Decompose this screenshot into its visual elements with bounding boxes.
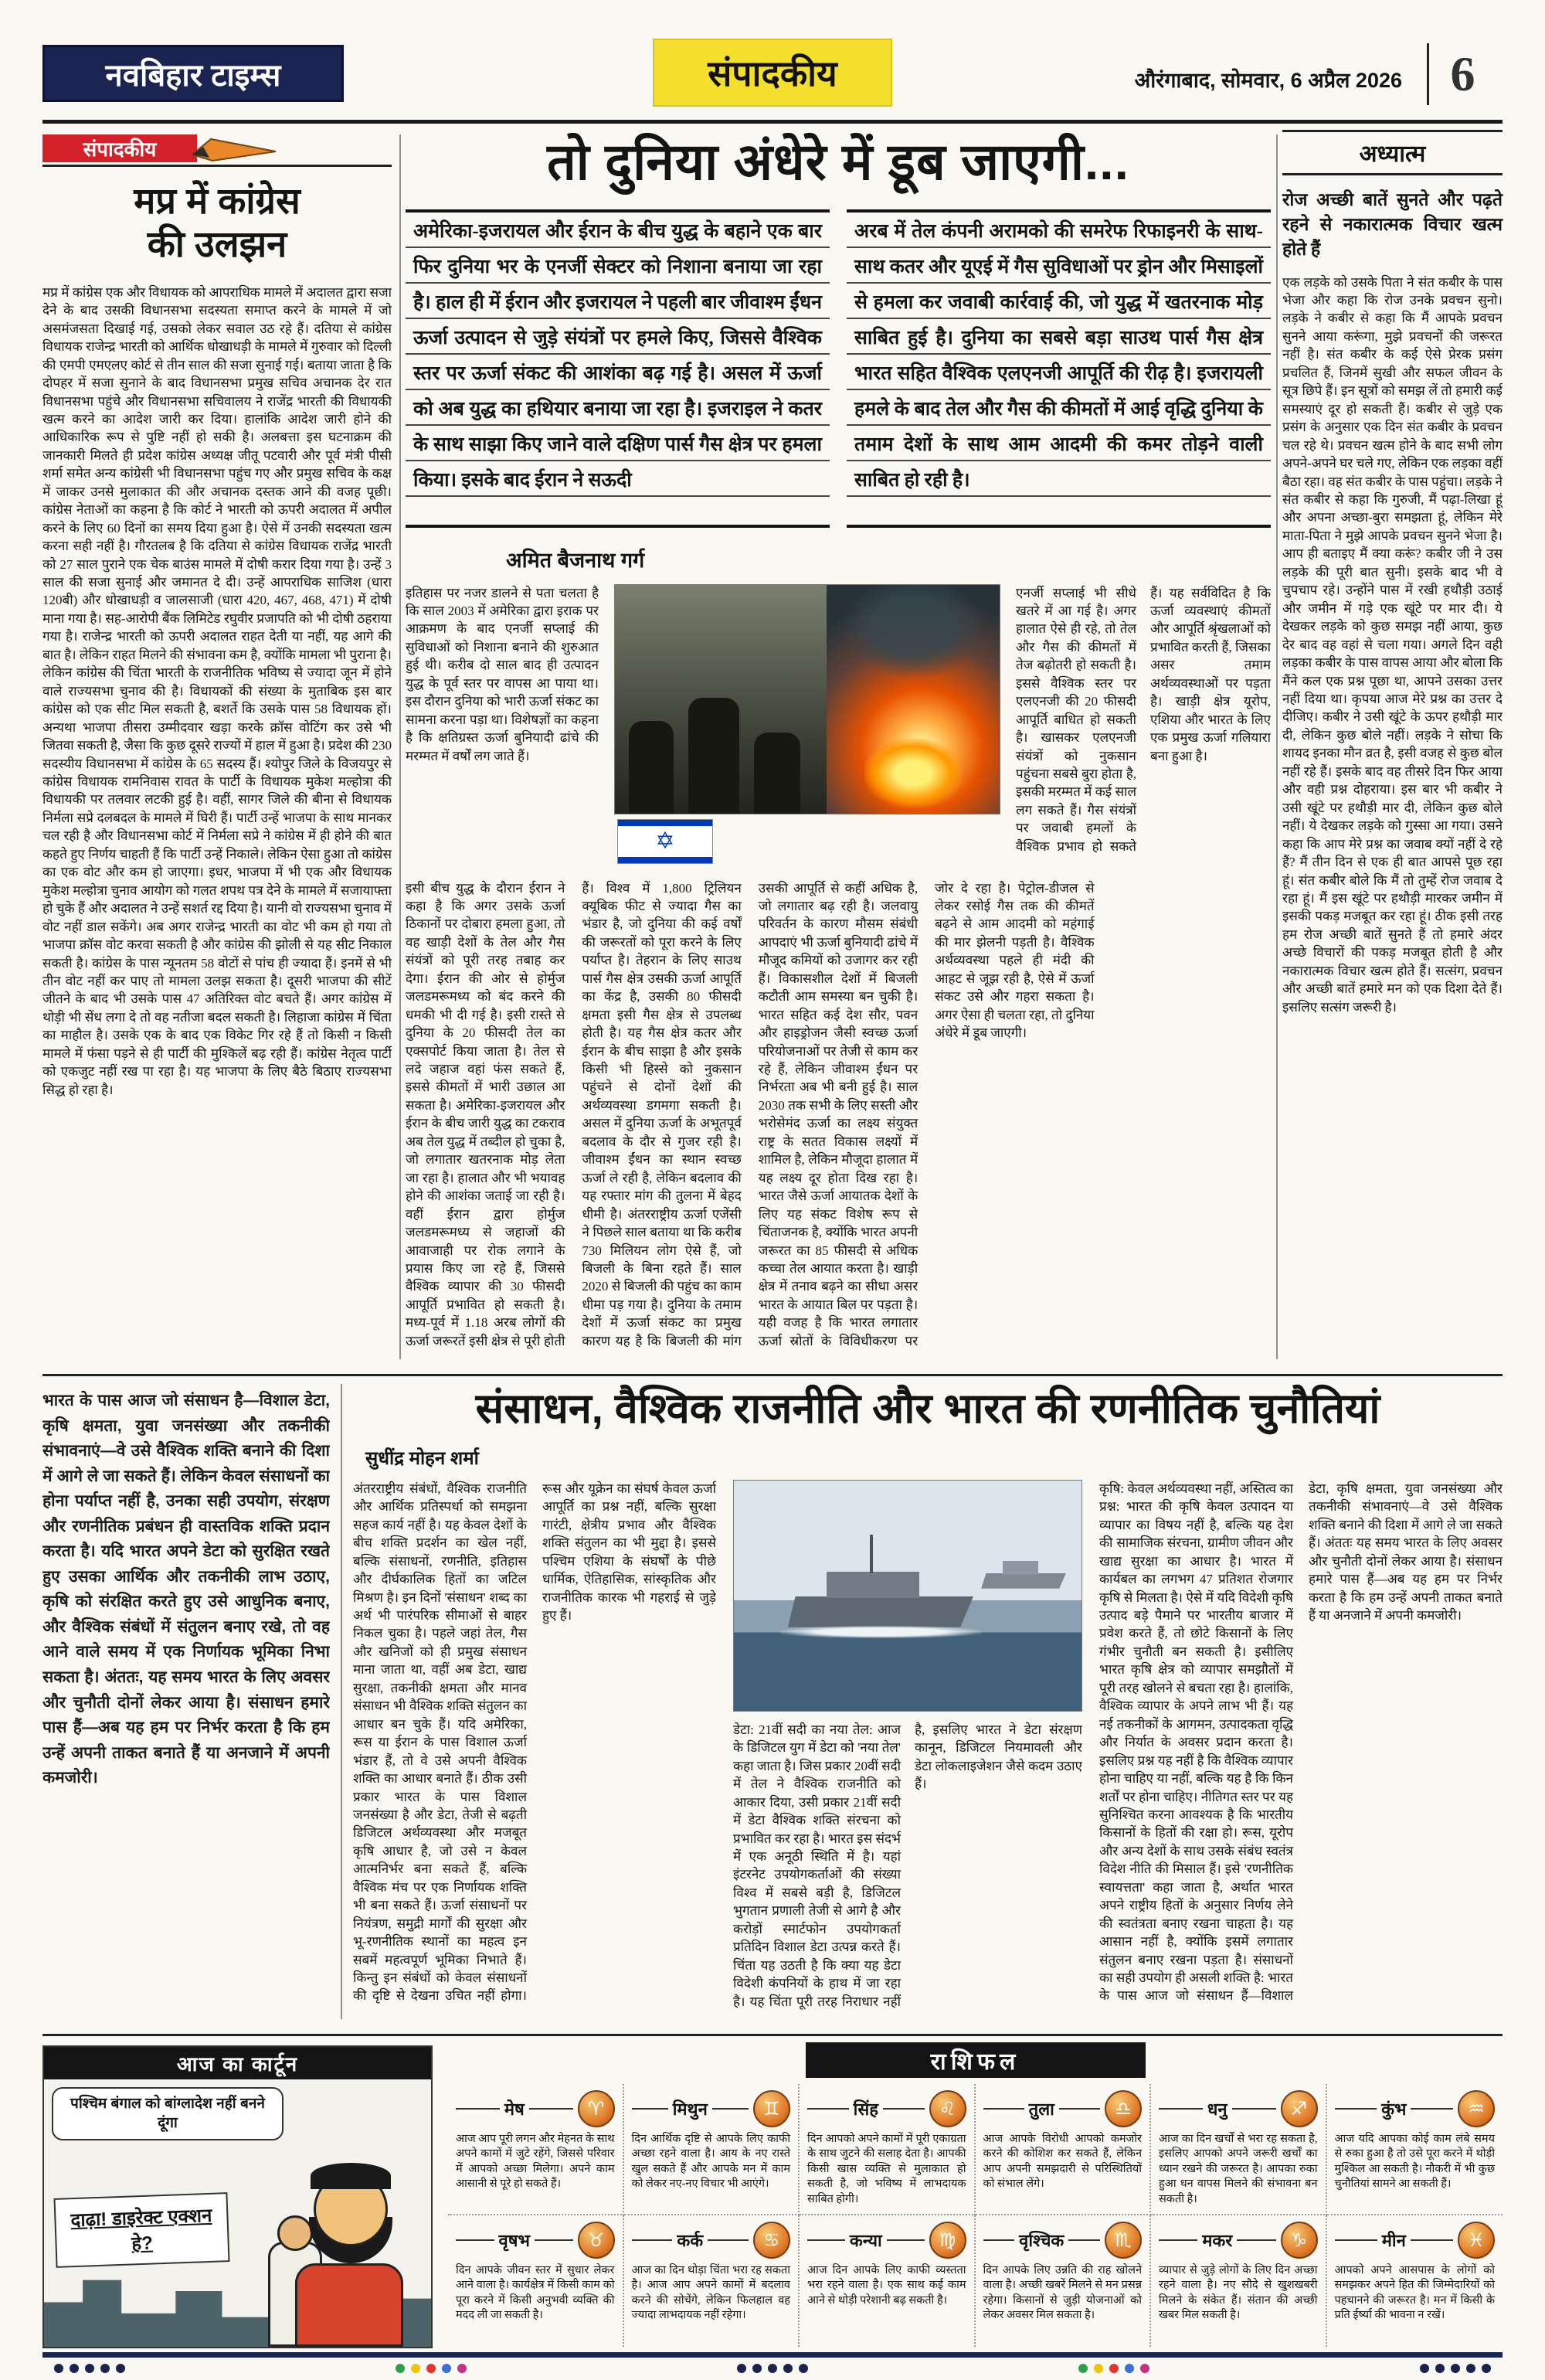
column-divider	[399, 134, 401, 1359]
horoscope-cell-leo	[800, 2084, 976, 2215]
star-of-david-icon: ✡	[655, 827, 675, 855]
section-banner	[653, 39, 892, 107]
sign-name: वृश्चिक	[1019, 2231, 1065, 2250]
speech-bubble: पश्चिम बंगाल को बांग्लादेश नहीं बनने दूंगा	[52, 2087, 284, 2140]
rule	[632, 2239, 673, 2241]
strategy-section	[42, 1374, 1503, 2027]
sign-text: दिन आर्थिक दृष्टि से आपके लिए काफी अच्छा रहने वाला है। आय के नए रास्ते खुल सकते हैं और आपके मन में काम को लेकर नए-नए विचार भी आएंगे।	[631, 2133, 790, 2191]
cartoon-box	[42, 2045, 433, 2348]
aquarius-icon: ♒	[1458, 2090, 1495, 2127]
main-body-col2: एनर्जी सप्लाई भी सीधे खतरे में आ गई है। अगर हालात ऐसे ही रहे, तो तेल और गैस की कीमतों में तेज बढ़ोतरी हो सकती है। इससे वैश्विक स्तर पर एलएनजी की 20 फीसदी आपूर्ति बाधित हो सकती है। खासकर एलएनजी संयंत्रों को नुकसान पहुंचना सबसे बुरा होता है, इसकी मरम्मत में कई साल लग सकते हैं। गैस संयंत्रों पर जवाबी हमलों के वैश्विक प्रभाव हो सकते हैं। यह सर्वविदित है कि ऊर्जा व्यवस्थाएं कीमतों और आपूर्ति श्रृंखलाओं को प्रभावित करती हैं, जिसका असर तमाम अर्थव्यवस्थाओं पर पड़ता है। खाड़ी क्षेत्र यूरोप, एशिया और भारत के लिए एक प्रमुख ऊर्जा गलियारा बना हुआ है।	[1016, 585, 1271, 854]
editorial-label-row	[42, 134, 392, 167]
rule	[1411, 2108, 1453, 2110]
horoscope-cell-virgo	[800, 2215, 976, 2347]
horoscope-header	[806, 2042, 1146, 2078]
lede-right: अरब में तेल कंपनी अरामको की समरेफ रिफाइनरी के साथ-साथ कतर और यूएई में गैस सुविधाओं पर ड्रोन और मिसाइलों से हमला कर जवाबी कार्रवाई की, जो युद्ध में खतरनाक मोड़ साबित हुई है। दुनिया का सबसे बड़ा साउथ पार्स गैस क्षेत्र भारत सहित वैश्विक एलएनजी आपूर्ति की रीढ़ है। इजरायली हमले के बाद तेल और गैस की कीमतों में आई वृद्धि दुनिया के तमाम देशों के साथ आम आदमी की कमर तोड़ने वाली साबित हो रही है।	[847, 209, 1271, 528]
sign-name: धनु	[1207, 2100, 1228, 2119]
horoscope-cell-sagittarius	[1151, 2084, 1327, 2215]
gemini-icon: ♊	[753, 2090, 790, 2127]
rule	[1232, 2108, 1276, 2110]
editorial-title	[42, 179, 392, 267]
sign-name: मीन	[1381, 2231, 1406, 2250]
virgo-icon: ♍	[929, 2222, 966, 2259]
strategy-intro: भारत के पास आज जो संसाधन है—विशाल डेटा, कृषि क्षमता, युवा जनसंख्या और तकनीकी संभावनाएं—वे उसे वैश्विक शक्ति बनाने की दिशा में आगे ले जा सकते हैं। लेकिन केवल संसाधनों का होना पर्याप्त नहीं है, उनका सही उपयोग, संरक्षण और रणनीतिक प्रबंधन ही वास्तविक शक्ति प्रदान करता है। यदि भारत अपने डेटा को सुरक्षित रखते हुए उसका आर्थिक और तकनीकी लाभ उठाए, कृषि को संरक्षित करते हुए उसे आधुनिक बनाए, और वैश्विक संबंधों में संतुलन बनाए रखे, तो वह आने वाले समय में एक निर्णायक भूमिका निभा सकता है। अंततः, यह समय भारत के लिए अवसर और चुनौती दोनों लेकर आया है। संसाधन हमारे पास हैं—अब यह हम पर निर्भर करता है कि हम उन्हें अपनी ताकत बनाते हैं या अनजाने में अपनी कमजोरी।	[42, 1392, 330, 1787]
sign-name: मकर	[1202, 2231, 1233, 2250]
pen-icon	[189, 131, 282, 165]
editorial-label: संपादकीय	[83, 138, 157, 161]
soldier-silhouette	[688, 698, 739, 814]
scorpio-icon: ♏	[1105, 2222, 1142, 2259]
bottom-section	[42, 2034, 1503, 2351]
libra-icon: ♎	[1105, 2090, 1142, 2127]
rule	[1335, 2108, 1377, 2110]
cartoon-figure-head	[277, 2215, 313, 2251]
strategy-body-right: कृषि: केवल अर्थव्यवस्था नहीं, अस्तित्व का प्रश्न: भारत की कृषि केवल उत्पादन या व्यापार का विषय नहीं है, बल्कि यह देश की सामाजिक संरचना, ग्रामीण जीवन और खाद्य सुरक्षा का आधार है। भारत में कार्यबल का लगभग 47 प्रतिशत रोजगार कृषि से मिलता है। ऐसे में यदि विदेशी कृषि उत्पाद बड़े पैमाने पर भारतीय बाजार में प्रवेश करते हैं, तो छोटे किसानों के लिए गंभीर चुनौती बन सकती है। इसीलिए भारत कृषि क्षेत्र को व्यापार समझौतों में पूरी तरह खोलने से बचता रहा है। हालांकि, वैश्विक व्यापार के अपने लाभ भी हैं। यह नई तकनीकों के आगमन, उत्पादकता वृद्धि और निर्यात के अवसर प्रदान करता है। इसलिए प्रश्न यह नहीं है कि वैश्विक व्यापार होना चाहिए या नहीं, बल्कि यह है कि किन शर्तों पर होना चाहिए। नीतिगत स्तर पर यह सुनिश्चित करना आवश्यक है कि भारतीय किसानों के हितों की रक्षा हो। रूस, यूरोप और अन्य देशों के साथ उसके संबंध स्वतंत्र विदेश नीति की मिसाल हैं। इसे 'रणनीतिक स्वायत्तता' कहा जाता है, अर्थात भारत अपने राष्ट्रीय हितों के अनुसार निर्णय लेने की स्वतंत्रता बनाए रखना चाहता है। यह आसान नहीं है, क्योंकि इसमें लगातार संतुलन बनाए रखना पड़ता है। संसाधनों का सही उपयोग ही असली शक्ति है: भारत के पास आज जो संसाधन हैं—विशाल डेटा, कृषि क्षमता, युवा जनसंख्या और तकनीकी संभावनाएं—वे उसे वैश्विक शक्ति बनाने की दिशा में आगे ले जा सकते हैं। अंततः यह समय भारत के लिए अवसर और चुनौती दोनों लेकर आया है। संसाधन हमारे पास हैं—अब यह हम पर निर्भर करता है कि हम उन्हें अपनी ताकत बनाते हैं या अनजाने में अपनी कमजोरी।	[1099, 1481, 1503, 2004]
rule	[1159, 2108, 1203, 2110]
dot-cluster	[737, 2364, 808, 2373]
page-footer	[0, 2352, 1545, 2380]
strategy-body-left: अंतरराष्ट्रीय संबंधों, वैश्विक राजनीति और आर्थिक प्रतिस्पर्धा को समझना सहज कार्य नहीं है। यह केवल देशों के बीच शक्ति प्रदर्शन का खेल नहीं, बल्कि संसाधनों, रणनीति, इतिहास और दीर्घकालिक हितों का जटिल मिश्रण है। इन दिनों 'संसाधन' शब्द का अर्थ भी पारंपरिक सीमाओं से बाहर निकल चुका है। पहले जहां तेल, गैस और खनिजों को ही प्रमुख संसाधन माना जाता था, वहीं अब डेटा, खाद्य सुरक्षा, तकनीकी क्षमता और मानव संसाधन भी वैश्विक शक्ति संतुलन का आधार बन चुके हैं। यदि अमेरिका, रूस या ईरान के पास विशाल ऊर्जा भंडार हैं, तो वे उसे अपनी वैश्विक शक्ति का आधार बनाते हैं। ठीक उसी प्रकार भारत के पास विशाल जनसंख्या है और डेटा, तेजी से बढ़ती डिजिटल अर्थव्यवस्था और मजबूत कृषि आधार है, जो उसे न केवल आत्मनिर्भर बना सकते हैं, बल्कि वैश्विक मंच पर एक निर्णायक शक्ति भी बना सकते हैं। ऊर्जा संसाधनों पर नियंत्रण, समुद्री मार्गों की सुरक्षा और भू-रणनीतिक स्थानों का महत्व इन सबमें महत्वपूर्ण भूमिका निभाते हैं। किन्तु इन संबंधों को केवल संसाधनों की दृष्टि से देखना उचित नहीं होगा। रूस और यूक्रेन का संघर्ष केवल ऊर्जा आपूर्ति का प्रश्न नहीं, बल्कि सुरक्षा गारंटी, क्षेत्रीय प्रभाव और वैश्विक शक्ति संतुलन का भी मुद्दा है। इससे पश्चिम एशिया के संघर्षों के पीछे धार्मिक, ऐतिहासिक, सांस्कृतिक और राजनीतिक कारक भी गहराई से जुड़े हुए हैं।	[353, 1481, 716, 2004]
editorial-label-badge	[42, 134, 197, 162]
sign-name: कन्या	[849, 2231, 882, 2250]
cartoon-header	[44, 2047, 431, 2079]
ship-wake	[780, 1626, 981, 1638]
editorial-column	[42, 134, 392, 1363]
strategy-headline: संसाधन, वैश्विक राजनीति और भारत की रणनीतिक चुनौतियां	[475, 1386, 1380, 1432]
editorial-title-line1: मप्र में कांग्रेस	[134, 180, 301, 221]
horoscope-cell-aquarius	[1327, 2084, 1503, 2215]
sign-name: मिथुन	[672, 2100, 708, 2119]
horoscope-cell-scorpio	[976, 2215, 1152, 2347]
capricorn-icon: ♑	[1281, 2222, 1318, 2259]
strategy-byline: सुधींद्र मोहन शर्मा	[365, 1447, 479, 1469]
spiritual-intro: रोज अच्छी बातें सुनते और पढ़ते रहने से नकारात्मक विचार खत्म होते हैं	[1282, 190, 1503, 260]
sign-name: सिंह	[853, 2100, 878, 2119]
rule	[1411, 2239, 1453, 2241]
strategy-body-middle	[733, 1480, 1082, 2021]
masthead-rule	[42, 120, 1503, 124]
editorial-title-line2: की उलझन	[147, 223, 287, 265]
warship-mast	[870, 1535, 873, 1573]
main-body-col1: इतिहास पर नजर डालने से पता चलता है कि साल 2003 में अमेरिका द्वारा इराक पर आक्रमण के बाद एनर्जी सप्लाई की सुविधाओं को निशाना बनाने की शुरुआत हुई थी। करीब दो साल बाद ही उत्पादन युद्ध के पूर्व स्तर पर वापस आ पाया था। इस दौरान दुनिया को भारी ऊर्जा संकट का सामना करना पड़ा था। विशेषज्ञों का कहना है कि क्षतिग्रस्त ऊर्जा बुनियादी ढांचे की मरम्मत में वर्षों लग जाते हैं।	[406, 585, 599, 763]
main-article	[406, 130, 1271, 1365]
sign-text: आज का दिन खर्चों से भरा रह सकता है, इसलिए आपको अपने जरूरी खर्चों का ध्यान रखने की जरूरत है। आपका रुका हुआ धन वापस मिलने की संभावना बन सकती है।	[1159, 2133, 1318, 2205]
sign-name: कर्क	[677, 2231, 704, 2250]
sign-text: आज आप पूरी लगन और मेहनत के साथ अपने कामों में जुटे रहेंगे, जिससे परिवार में आपको अच्छा मिलेगा। अपने काम आसानी से पूरे हो सकते हैं।	[456, 2133, 615, 2191]
sign-text: दिन आपके लिए उन्नति की राह खोलने वाला है। अच्छी खबरें मिलने से मन प्रसन्न रहेगा। किसानों से जुड़ी योजनाओं को लेकर अवसर मिल सकता है।	[983, 2264, 1142, 2322]
rule	[529, 2108, 573, 2110]
cartoon-man-body	[295, 2263, 403, 2347]
strategy-body-middle-text: डेटा: 21वीं सदी का नया तेल: आज के डिजिटल युग में डेटा को 'नया तेल' कहा जाता है। जिस प्रकार 20वीं सदी में तेल ने वैश्विक राजनीति को आकार दिया, उसी प्रकार 21वीं सदी में डेटा वैश्विक शक्ति संरचना को प्रभावित कर रहा है। भारत इस संदर्भ में एक अनूठी स्थिति में है। यहां इंटरनेट उपयोगकर्ताओं की संख्या विश्व में सबसे बड़ी है, डिजिटल भुगतान प्रणाली तेजी से आगे है और करोड़ों स्मार्टफोन उपयोगकर्ता प्रतिदिन विशाल डेटा उत्पन्न करते हैं। चिंता यह उठती है कि क्या यह डेटा विदेशी कंपनियों के हाथ में जा रहा है। यह चिंता पूरी तरह निराधार नहीं है, इसलिए भारत ने डेटा संरक्षण कानून, डिजिटल नियमावली और डेटा लोकलाइजेशन जैसे कदम उठाए हैं।	[733, 1722, 1082, 2009]
rule	[632, 2108, 668, 2110]
sign-name: वृषभ	[498, 2231, 530, 2250]
spiritual-column	[1282, 130, 1503, 1365]
main-body-columns: इसी बीच युद्ध के दौरान ईरान ने कहा है कि अगर उसके ऊर्जा ठिकानों पर दोबारा हमला हुआ, तो वह खाड़ी देशों के तेल और गैस संयंत्रों को पूरी तरह तबाह कर देगा। ईरान की ओर से होर्मुज जलडमरूमध्य को बंद करने की धमकी भी दी गई है। इसी रास्ते से दुनिया के 20 फीसदी तेल का एक्सपोर्ट किया जाता है। तेल से लदे जहाज वहां फंस सकते हैं, इससे कीमतों में भारी उछाल आ सकता है। अमेरिका-इजरायल और ईरान के बीच जारी युद्ध का टकराव अब तेल युद्ध में तब्दील हो चुका है, जो लगातार खतरनाक मोड़ लेता जा रहा है। हालात और भी भयावह होने की आशंका जताई जा रही है। वहीं ईरान द्वारा होर्मुज जलडमरूमध्य से जहाजों की आवाजाही पर रोक लगाने के प्रयास किए जा रहे हैं, जिससे वैश्विक व्यापार की 30 फीसदी आपूर्ति प्रभावित हो सकती है। मध्य-पूर्व में 1.18 अरब लोगों की ऊर्जा जरूरतें इसी क्षेत्र से पूरी होती हैं। विश्व में 1,800 ट्रिलियन क्यूबिक फीट से ज्यादा गैस का भंडार है, जो दुनिया की कई वर्षों की जरूरतों को पूरा करने के लिए पर्याप्त है। तेहरान के लिए साउथ पार्स गैस क्षेत्र उसकी ऊर्जा आपूर्ति का केंद्र है, उसकी 80 फीसदी क्षमता इसी गैस क्षेत्र से उपलब्ध होती है। यह गैस क्षेत्र कतर और ईरान के बीच साझा है और इसके किसी भी हिस्से को नुकसान पहुंचने से दोनों देशों की अर्थव्यवस्था डगमगा सकती है। असल में दुनिया ऊर्जा के अभूतपूर्व बदलाव के दौर से गुजर रही है। जीवाश्म ईंधन का स्थान स्वच्छ ऊर्जा ले रही है, लेकिन बदलाव की यह रफ्तार मांग की तुलना में बेहद धीमी है। अंतरराष्ट्रीय ऊर्जा एजेंसी ने पिछले साल बताया था कि करीब 730 मिलियन लोग ऐसे हैं, जो बिजली के बिना रहते हैं। साल 2020 से बिजली की पहुंच का काम धीमा पड़ गया है। दुनिया के तमाम देशों में ऊर्जा संकट का प्रमुख कारण यह है कि बिजली की मांग उसकी आपूर्ति से कहीं अधिक है, जो लगातार बढ़ रही है। जलवायु परिवर्तन के कारण मौसम संबंधी आपदाएं भी ऊर्जा बुनियादी ढांचे में मौजूद कमियों को उजागर कर रही हैं। विकासशील देशों में बिजली कटौती आम समस्या बन चुकी है। भारत सहित कई देश सौर, पवन और हाइड्रोजन जैसी स्वच्छ ऊर्जा परियोजनाओं पर तेजी से काम कर रहे हैं, लेकिन जीवाश्म ईंधन पर निर्भरता अब भी बनी हुई है। साल 2030 तक सभी के लिए सस्ती और भरोसेमंद ऊर्जा का लक्ष्य संयुक्त राष्ट्र के सतत विकास लक्ष्यों में शामिल है, लेकिन मौजूदा हालात में यह लक्ष्य दूर होता दिख रहा है। भारत जैसे ऊर्जा आयातक देशों के लिए यह संकट विशेष रूप से चिंताजनक है, क्योंकि भारत अपनी जरूरत का 85 फीसदी से अधिक कच्चा तेल आयात करता है। खाड़ी क्षेत्र में तनाव बढ़ने का सीधा असर भारत के आयात बिल पर पड़ता है। यही वजह है कि भारत लगातार ऊर्जा स्रोतों के विविधीकरण पर जोर दे रहा है। पेट्रोल-डीजल से लेकर रसोई गैस तक की कीमतें बढ़ने से आम आदमी को महंगाई की मार झेलनी पड़ती है। वैश्विक अर्थव्यवस्था पहले ही मंदी की आहट से जूझ रही है, ऐसे में ऊर्जा संकट उसे और गहरा सकता है। अगर ऐसा ही चलता रहा, तो दुनिया अंधेरे में डूब जाएगी।	[406, 880, 1095, 1348]
israel-flag	[617, 819, 713, 864]
sign-text: आज दिन आपके लिए काफी व्यस्तता भरा रहने वाला है। एक साथ कई काम आने से थोड़ी परेशानी बढ़ सकती है।	[807, 2264, 966, 2307]
warship-hull	[981, 1573, 1066, 1589]
sign-text: आपको अपने आसपास के लोगों को समझकर अपने हित की जिम्मेदारियों को पहचानने की जरूरत है। मन में किसी के प्रति ईर्ष्या की भावना न रखें।	[1334, 2264, 1495, 2322]
rule	[807, 2108, 849, 2110]
sign-text: दिन आपके जीवन स्तर में सुधार लेकर आने वाला है। कार्यक्षेत्र में किसी काम को पूरा करने में किसी अनुभवी व्यक्ति की मदद ली जा सकती है।	[456, 2264, 615, 2322]
spiritual-body: एक लड़के को उसके पिता ने संत कबीर के पास भेजा और कहा कि रोज उनके प्रवचन सुनो। लड़के ने कबीर से कहा कि मैं आपके प्रवचन सुनने आया करूंगा, मुझे प्रवचनों की जरूरत नहीं है। संत कबीर के कई ऐसे प्रेरक प्रसंग प्रचलित हैं, जिनमें सुखी और सफल जीवन के सूत्र छिपे हैं। इन सूत्रों को समझ लें तो हमारी कई समस्याएं दूर हो सकती हैं। कबीर से जुड़े एक प्रसंग के अनुसार एक दिन संत कबीर के प्रवचन चल रहे थे। प्रवचन खत्म होने के बाद सभी लोग अपने-अपने घर चले गए, लेकिन एक लड़का वहीं बैठा रहा। वह संत कबीर के पास पहुंचा। लड़के ने संत कबीर से कहा कि गुरुजी, मैं पढ़ा-लिखा हूं और अपना अच्छा-बुरा समझता हूं, लेकिन मेरे माता-पिता ने मुझे आपके प्रवचन सुनने भेजा है। आप ही बताइए मैं क्या करूं? कबीर जी ने उस लड़के की पूरी बात सुनी। इसके बाद भी वे चुपचाप रहे। उन्होंने पास में रखी हथौड़ी उठाई और जमीन में गड़े एक खूंटे पर मार दी। ये देखकर लड़के को कुछ समझ नहीं आया, कुछ देर बाद वह वहां से चला गया। अगले दिन वही लड़का कबीर के पास वापस आया और बोला कि मैंने कल एक प्रश्न पूछा था, आपने उसका उत्तर नहीं दिया था। कृपया आज मेरे प्रश्न का उत्तर दे दीजिए। कबीर ने उसी खूंटे के ऊपर हथौड़ी मार दी, लेकिन कुछ बोले नहीं। लड़के ने सोचा कि शायद इनका मौन व्रत है, इसी वजह से कुछ बोल नहीं रहे हैं। इसके बाद वह तीसरे दिन फिर आया और वही प्रश्न दोहराया। इस बार भी कबीर ने उसी खूंटे पर हथौड़ी मार दी, लेकिन कुछ बोले नहीं। ये देखकर लड़के को गुस्सा आ गया। उसने कहा कि आप मेरे प्रश्न का जवाब क्यों नहीं दे रहे हैं? मैं तीन दिन से एक ही बात आपसे पूछ रहा हूं। संत कबीर बोले कि मैं तो तुम्हें रोज जवाब दे रहा हूं। मैं इस खूंटे पर हथौड़ी मारकर जमीन में इसकी पकड़ मजबूत कर रहा हूं। ठीक इसी तरह हम रोज अच्छी बातें सुनते हैं तो हमारे अंदर अच्छे विचारों की पकड़ मजबूत होती है और नकारात्मक विचार खत्म होते हैं। सत्संग, प्रवचन और अच्छी बातें हमारे मन को एक दिशा देते हैं। इसलिए सत्संग जरूरी है।	[1282, 274, 1503, 1015]
main-photo-band	[406, 584, 1271, 867]
aries-icon: ♈	[578, 2090, 615, 2127]
rule	[1335, 2239, 1377, 2241]
paper-name: नवबिहार टाइम्स	[105, 58, 281, 93]
rule	[807, 2239, 845, 2241]
rule	[983, 2239, 1015, 2241]
soldier-silhouette	[754, 733, 800, 814]
sign-text: आज आपके विरोधी आपको कमजोर करने की कोशिश कर सकते हैं, लेकिन आप अपनी समझदारी से परिस्थितियों को संभाल लेंगे।	[983, 2133, 1142, 2191]
paper-name-plate	[42, 45, 344, 102]
horoscope-label: राशिफल	[930, 2048, 1020, 2075]
horoscope-cell-capricorn	[1151, 2215, 1327, 2347]
dot-cluster	[396, 2364, 467, 2373]
leo-icon: ♌	[929, 2090, 966, 2127]
horoscope-grid	[448, 2084, 1503, 2347]
horoscope-cell-cancer	[624, 2215, 800, 2347]
rule	[1159, 2239, 1197, 2241]
footer-rule	[42, 2352, 1503, 2358]
cartoon-man-hair	[311, 2163, 391, 2189]
main-byline: अमित बैजनाथ गर्ग	[506, 548, 645, 572]
pisces-icon: ♓	[1458, 2222, 1495, 2259]
cartoon-image	[44, 2079, 431, 2347]
masthead	[42, 37, 1503, 124]
war-photo	[614, 584, 1000, 814]
sign-text: व्यापार से जुड़े लोगों के लिए दिन अच्छा रहने वाला है। नए सौदे से खुशखबरी मिलने के संकेत हैं। संतान की अच्छी खबर मिल सकती है।	[1159, 2264, 1318, 2322]
top-section	[42, 130, 1503, 1366]
cartoon-caption: दाढ़ा! डाइरेक्ट एक्शन हे?	[53, 2192, 229, 2268]
column-divider	[341, 1384, 342, 2019]
sign-text: आज यदि आपका कोई काम लंबे समय से रुका हुआ है तो उसे पूरा करने में थोड़ी मुश्किल आ सकती है। नौकरी में भी कुछ चुनौतियां सामने आ सकती हैं।	[1334, 2133, 1495, 2191]
rule	[1059, 2108, 1100, 2110]
main-headline: तो दुनिया अंधेरे में डूब जाएगी...	[547, 133, 1129, 190]
cancer-icon: ♋	[753, 2222, 790, 2259]
explosion-image	[827, 585, 1000, 814]
page-number: 6	[1427, 43, 1496, 105]
sign-name: मेष	[504, 2100, 525, 2119]
dot-cluster	[1420, 2364, 1491, 2373]
warship-superstructure	[827, 1572, 919, 1598]
lede-row	[406, 209, 1271, 528]
dateline: औरंगाबाद, सोमवार, 6 अप्रैल 2026	[1134, 69, 1402, 92]
rule	[1237, 2239, 1275, 2241]
sign-name: कुंभ	[1381, 2100, 1407, 2119]
rule	[456, 2108, 500, 2110]
war-photo-wrap	[614, 584, 1000, 867]
dot-cluster	[54, 2364, 125, 2373]
soldier-silhouette	[629, 721, 674, 814]
sagittarius-icon: ♐	[1281, 2090, 1318, 2127]
navy-ships-photo	[733, 1480, 1082, 1712]
horoscope-cell-taurus	[448, 2215, 624, 2347]
rule	[708, 2239, 749, 2241]
dot-cluster	[1078, 2364, 1149, 2373]
sign-name: तुला	[1028, 2100, 1054, 2119]
rule	[712, 2108, 749, 2110]
horoscope-cell-libra	[976, 2084, 1152, 2215]
soldiers-image	[615, 585, 827, 814]
horoscope-cell-aries	[448, 2084, 624, 2215]
rule	[535, 2239, 573, 2241]
footer-dots	[0, 2358, 1545, 2373]
rule	[883, 2108, 925, 2110]
rule	[887, 2239, 925, 2241]
column-divider	[1276, 134, 1278, 1359]
warship-superstructure	[1003, 1561, 1038, 1575]
horoscope-cell-pisces	[1327, 2215, 1503, 2347]
fire-shape	[864, 739, 961, 808]
rule	[1068, 2239, 1100, 2241]
rule	[983, 2108, 1024, 2110]
lede-left: अमेरिका-इजरायल और ईरान के बीच युद्ध के बहाने एक बार फिर दुनिया भर के एनर्जी सेक्टर को निशाना बनाया जा रहा है। हाल ही में ईरान और इजरायल ने पहली बार जीवाश्म ईंधन ऊर्जा उत्पादन से जुड़े संयंत्रों पर हमले किए, जिससे वैश्विक स्तर पर ऊर्जा संकट की आशंका बढ़ गई है। असल में ऊर्जा को अब युद्ध का हथियार बनाया जा रहा है। इजराइल ने कतर के साथ साझा किए जाने वाले दक्षिण पार्स गैस क्षेत्र पर हमला किया। इसके बाद ईरान ने सऊदी	[406, 209, 830, 528]
rule	[456, 2239, 494, 2241]
section-banner-label: संपादकीय	[708, 53, 837, 94]
warship-hull	[788, 1596, 973, 1627]
spiritual-label: अध्यात्म	[1282, 130, 1503, 175]
strategy-article	[353, 1384, 1503, 2024]
taurus-icon: ♉	[578, 2222, 615, 2259]
horoscope-cell-gemini	[624, 2084, 800, 2215]
cartoon-label: आज का कार्टून	[176, 2052, 299, 2076]
smoke-shape	[844, 584, 982, 678]
sign-text: आज का दिन थोड़ा चिंता भरा रह सकता है। आज आप अपने कामों में बदलाव करने की सोचेंगे, लेकिन फिलहाल वह ज्यादा लाभदायक नहीं रहेगा।	[631, 2264, 790, 2322]
sign-text: दिन आपको अपने कामों में पूरी एकाग्रता के साथ जुटने की सलाह देता है। आपकी किसी खास व्यक्ति से मुलाकात हो सकती है, जो भविष्य में लाभदायक साबित होगी।	[807, 2133, 966, 2205]
horoscope-box	[448, 2042, 1503, 2350]
editorial-body: मप्र में कांग्रेस एक और विधायक को आपराधिक मामले में अदालत द्वारा सजा देने के बाद उसकी विधानसभा सदस्यता समाप्त करने के मामले में जो असमंजसता दिखाई गई, उसको लेकर सवाल उठ रहे हैं। दतिया से कांग्रेस विधायक राजेन्द्र भारती को आर्थिक धोखाधड़ी के मामले में गुरुवार को दिल्ली की एमपी एमएलए कोर्ट से तीन साल की सजा सुनाई गई। बताया जाता है कि दोपहर में सजा सुनाने के बाद विधानसभा प्रमुख सचिव अचानक देर रात विधानसभा पहुंचे और विधानसभा सचिवालय ने राजेंद्र भारती की विधायकी खत्म करने का आदेश जारी कर दिया। हालांकि आदेश जारी होने की आधिकारिक रूप से पुष्टि नहीं हो सकी है। अलबत्ता इस घटनाक्रम की जानकारी मिलते ही प्रदेश कांग्रेस अध्यक्ष जीतू पटवारी और पूर्व मंत्री पीसी शर्मा समेत अन्य कांग्रेसी भी विधानसभा पहुंच गए और प्रमुख सचिव के कक्ष में जाकर उनसे मुलाकात की और अचानक दस्तक आने की वजह पूछी। कांग्रेस नेताओं का कहना है कि कोर्ट ने भारती को ऊपरी अदालत में अपील करने के लिए 60 दिनों का समय दिया हुआ है। ऐसे में उनकी सदस्यता खत्म करना सही नहीं है। गौरतलब है कि दतिया से कांग्रेस विधायक राजेंद्र भारती को 27 साल पुराने एक चेक बाउंस मामले में दोषी करार दिया गया है। उन्हें 3 साल की सजा सुनाई और जमानत दे दी। उन्हें आपराधिक साजिश (धारा 120बी) और धोखाधड़ी व जालसाजी (धारा 420, 467, 468, 471) में दोषी माना गया है। सह-आरोपी बैंक लिमिटेड रघुवीर प्रजापति को भी दोषी ठहराया गया है। राजेन्द्र भारती को ऊपरी अदालत राहत देती या नहीं, यह आगे की बात है। लेकिन राहत मिलने की संभावना कम है, क्योंकि मामला भी पुराना है। लेकिन कांग्रेस की चिंता भारती के राजनीतिक भविष्य से ज्यादा जून में होने वाले राज्यसभा चुनाव की है। विधायकों की संख्या के मुताबिक इस बार कांग्रेस को एक सीट मिल सकती है, बशर्ते कि उसके पास 58 विधायक हों। अन्यथा भाजपा तीसरा उम्मीदवार खड़ा करके क्रॉस वोटिंग कर उसे भी जितवा सकती है, जैसा कि कुछ दूसरे राज्यों में हाल में हुआ है। प्रदेश की 230 सदस्यीय विधानसभा में कांग्रेस के 65 सदस्य हैं। श्योपुर जिले के विजयपुर से कांग्रेस विधायक रामनिवास रावत के पार्टी के विधायक मुकेश मल्होत्रा की विधायकी पर तलवार लटकी हुई है। वहीं, सागर जिले की बीना से विधायक निर्मला सप्रे दलबदल के मामले में घिरी हैं। पार्टी उन्हें भाजपा के साथ मानकर चल रही है और विधानसभा कोर्ट में निर्मला सप्रे ने कांग्रेस में ही होने की बात कहते हुए निर्णय चाहती हैं कि पार्टी उन्हें निकाले। लेकिन ऐसा हुआ तो कांग्रेस का एक वोट और कम हो जाएगा। इधर, भाजपा में भी एक और विधायक मुकेश मल्होत्रा चुनाव आयोग को गलत शपथ पत्र देने के मामले में सजायाफ्ता हो चुके हैं और अदालत ने उन्हें सशर्त रद्द दिया है। यानी वो राज्यसभा चुनाव में वोट नहीं डाल सकेंगे। अब अगर राजेन्द्र भारती का वोट भी कम हो गया तो भाजपा क्रॉस वोट करवा सकती है और कांग्रेस की झोली से यह सीट निकाल सकती है। कांग्रेस के पास न्यूनतम 58 वोटों से पांच ही ज्यादा हैं। इनमें से भी तीन वोट नहीं कर पाए तो मामला उलझ सकता है। दूसरी भाजपा की सीटें जीतने के बाद भी उसके पास 47 अतिरिक्त वोट बचते हैं। अगर कांग्रेस में थोड़ी भी सेंध लगा दे तो वह नतीजा बदल सकती है। लिहाजा कांग्रेस में चिंता का माहौल है। उसके एक के बाद एक विकेट गिर रहे हैं तो किसी न किसी मामले में फंसा पड़ने से ही पार्टी की मुश्किलें बढ़ रही हैं। कांग्रेस नेतृत्व पार्टी को एकजुट नहीं रख पा रहा है। यह भाजपा के लिए बैठे बिठाए राज्यसभा सिद्ध हो रहा है।	[42, 284, 392, 1097]
strategy-body	[353, 1480, 1503, 2021]
